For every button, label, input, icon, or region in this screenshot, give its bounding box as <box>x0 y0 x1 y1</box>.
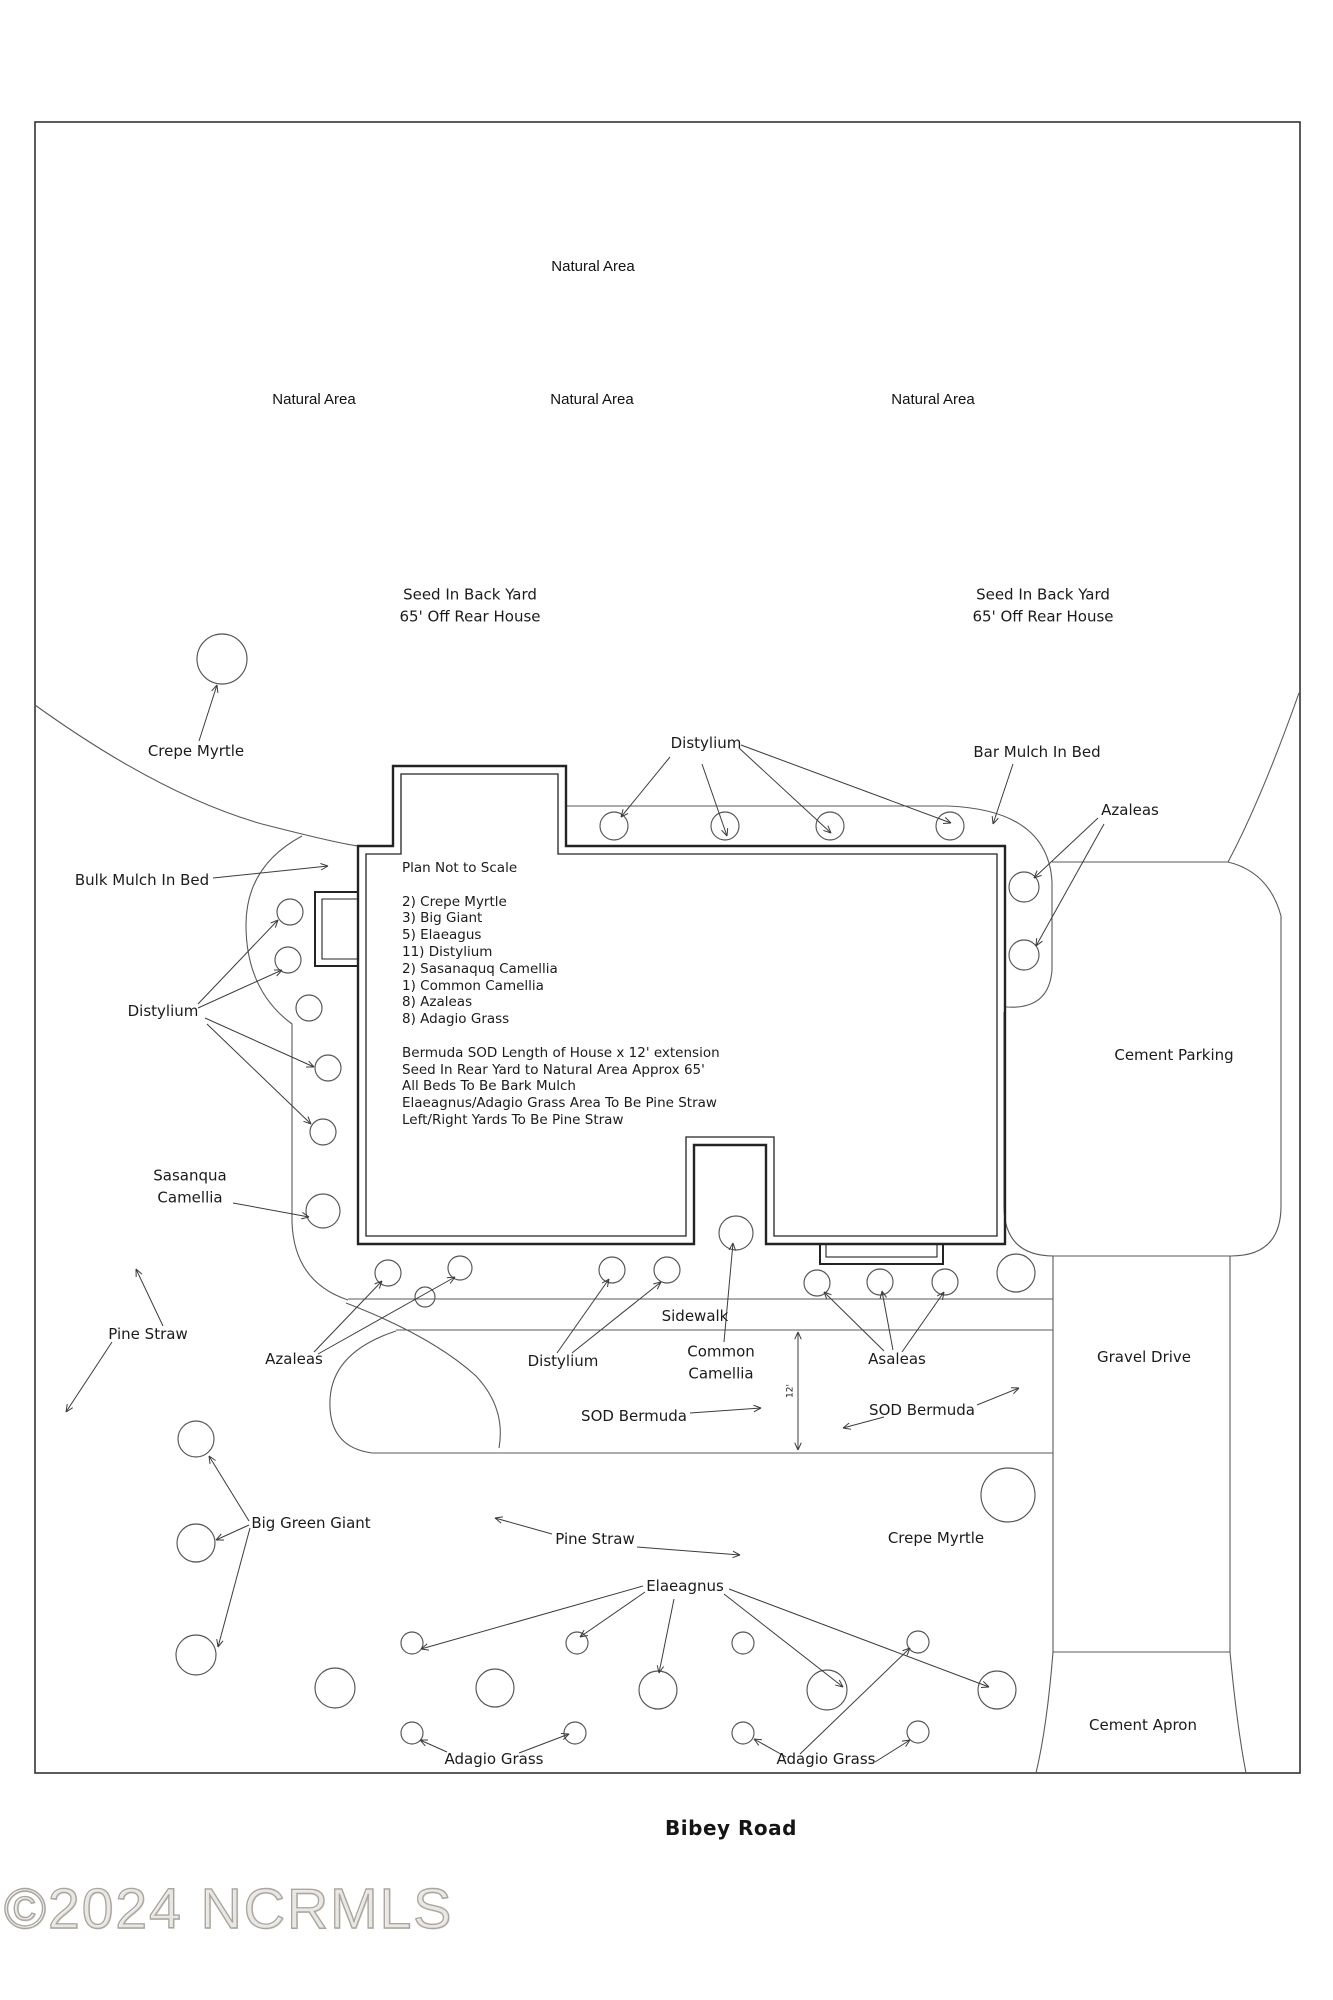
plant-circle <box>178 1421 214 1457</box>
label-big-green-giant: Big Green Giant <box>251 1514 371 1533</box>
plan-notes-block <box>402 860 720 1129</box>
plan-note-line: 2) Crepe Myrtle <box>402 893 507 910</box>
label-seed-back-yard-left: Seed In Back Yard 65' Off Rear House <box>399 585 541 625</box>
leader-line <box>207 1024 311 1124</box>
leader-line <box>580 1592 645 1637</box>
label-bar-mulch-in-bed: Bar Mulch In Bed <box>973 743 1101 762</box>
label-cement-apron: Cement Apron <box>1088 1716 1198 1735</box>
leader-line <box>1034 818 1098 878</box>
plant-circle <box>564 1722 586 1744</box>
plan-note-line: 8) Adagio Grass <box>402 1011 510 1028</box>
leader-line <box>66 1342 112 1412</box>
plant-circle <box>197 634 247 684</box>
leader-arrowhead <box>495 1517 503 1518</box>
leader-line <box>690 1408 761 1413</box>
plan-note-line: All Beds To Be Bark Mulch <box>402 1078 576 1095</box>
leader-line <box>572 1282 661 1353</box>
planter-box-inner <box>322 899 358 959</box>
plant-circle <box>907 1721 929 1743</box>
plant-circle <box>807 1670 847 1710</box>
plan-note-line <box>402 877 720 894</box>
plant-circle <box>566 1632 588 1654</box>
plant-circle <box>804 1270 830 1296</box>
label-elaeagnus: Elaeagnus <box>646 1577 724 1596</box>
label-distylium-top: Distylium <box>670 734 742 753</box>
plan-note-line: 1) Common Camellia <box>402 977 544 994</box>
label-seed-back-yard-right: Seed In Back Yard 65' Off Rear House <box>972 585 1114 625</box>
label-distylium-front: Distylium <box>527 1352 599 1371</box>
plant-circle <box>639 1671 677 1709</box>
leader-line <box>213 866 328 878</box>
leader-line <box>557 1279 609 1353</box>
label-crepe-myrtle-topleft: Crepe Myrtle <box>147 742 245 761</box>
plant-circle <box>599 1257 625 1283</box>
plan-note-line: 2) Sasanaquq Camellia <box>402 960 558 977</box>
leader-arrowhead <box>217 1639 218 1647</box>
leader-line <box>702 764 727 836</box>
leader-line <box>824 1292 884 1351</box>
plan-note-line: 3) Big Giant <box>402 910 483 927</box>
plant-circle <box>936 812 964 840</box>
plant-circle <box>448 1256 472 1280</box>
plant-circle <box>867 1269 893 1295</box>
leader-line <box>233 1203 309 1217</box>
plant-circle <box>1009 940 1039 970</box>
leader-line <box>739 748 831 833</box>
plant-circle <box>732 1722 754 1744</box>
leader-line <box>637 1547 740 1555</box>
plant-circle <box>296 995 322 1021</box>
plant-circle <box>711 812 739 840</box>
plant-circle <box>315 1055 341 1081</box>
leader-line <box>729 1589 989 1687</box>
leader-line <box>741 745 951 823</box>
leader-line <box>724 1594 843 1687</box>
label-gravel-drive: Gravel Drive <box>1096 1348 1192 1367</box>
plant-circle <box>732 1632 754 1654</box>
leader-line <box>621 757 670 817</box>
plant-circle <box>600 812 628 840</box>
label-distylium-left: Distylium <box>127 1002 199 1021</box>
leader-arrowhead <box>992 816 993 824</box>
leader-arrowhead <box>421 1649 429 1650</box>
plant-circle <box>275 947 301 973</box>
plant-circle <box>981 1468 1035 1522</box>
plant-circle <box>310 1119 336 1145</box>
label-sidewalk: Sidewalk <box>661 1307 729 1326</box>
label-natural-area-1: Natural Area <box>551 258 635 276</box>
label-dim-12ft: 12' <box>785 1384 796 1398</box>
plant-circle <box>401 1632 423 1654</box>
label-sod-bermuda-left: SOD Bermuda <box>581 1407 687 1426</box>
plan-note-line: 8) Azaleas <box>402 994 473 1011</box>
leader-line <box>218 1528 250 1647</box>
leader-line <box>993 764 1013 824</box>
plant-circle <box>476 1669 514 1707</box>
leader-arrowhead <box>1036 938 1037 946</box>
leader-arrowhead <box>657 1665 659 1673</box>
plant-circle <box>997 1254 1035 1292</box>
plant-circle <box>315 1668 355 1708</box>
plan-note-line: Left/Right Yards To Be Pine Straw <box>402 1111 624 1128</box>
label-pine-straw-bottom: Pine Straw <box>555 1530 635 1549</box>
leader-line <box>205 1018 314 1067</box>
road-name-label: Bibey Road <box>665 1816 797 1840</box>
label-crepe-myrtle-bottomright: Crepe Myrtle <box>887 1529 985 1548</box>
leader-line <box>659 1599 674 1673</box>
label-pine-straw-left: Pine Straw <box>108 1325 188 1344</box>
plant-circle <box>277 899 303 925</box>
plant-circle <box>306 1194 340 1228</box>
plan-note-line: Bermuda SOD Length of House x 12' extension <box>402 1044 720 1061</box>
leader-arrowhead <box>753 1405 761 1408</box>
plan-note-line: 11) Distylium <box>402 943 493 960</box>
label-adagio-grass-left: Adagio Grass <box>444 1750 544 1769</box>
plant-circle <box>401 1722 423 1744</box>
leader-line <box>420 1740 447 1752</box>
plan-note-line: Elaeagnus/Adagio Grass Area To Be Pine Straw <box>402 1095 717 1112</box>
leader-line <box>1036 824 1104 946</box>
leader-line <box>199 685 217 741</box>
leader-line <box>318 1277 455 1354</box>
bed-outline-4 <box>1228 693 1299 862</box>
ncrmls-watermark: ©2024 NCRMLS <box>4 1877 454 1941</box>
front-stoop-outer <box>820 1244 943 1264</box>
plant-circle <box>978 1671 1016 1709</box>
label-sod-bermuda-right: SOD Bermuda <box>869 1401 975 1420</box>
leader-line <box>421 1586 643 1649</box>
bed-outline-2 <box>246 836 348 1300</box>
plan-note-line: Plan Not to Scale <box>402 860 518 876</box>
leader-arrowhead <box>732 1555 740 1558</box>
plant-circle <box>719 1216 753 1250</box>
bed-outline-1 <box>35 705 358 846</box>
plan-note-line: Seed In Rear Yard to Natural Area Approx 65' <box>402 1061 705 1078</box>
plant-circle <box>176 1635 216 1675</box>
plan-note-line <box>402 1028 720 1045</box>
leader-line <box>136 1269 163 1326</box>
leader-line <box>495 1518 552 1534</box>
plant-circle <box>816 812 844 840</box>
label-azaleas-right: Azaleas <box>1101 801 1159 820</box>
leader-line <box>800 1648 910 1754</box>
leader-arrowhead <box>727 828 728 836</box>
plant-circle <box>932 1269 958 1295</box>
plant-circle <box>907 1631 929 1653</box>
plan-note-line: 5) Elaeagus <box>402 927 482 944</box>
leader-line <box>977 1388 1019 1405</box>
leader-arrowhead <box>217 685 218 693</box>
label-cement-parking: Cement Parking <box>1114 1046 1234 1065</box>
leader-line <box>198 920 278 1004</box>
leader-line <box>902 1292 944 1352</box>
label-natural-area-2: Natural Area <box>272 391 356 409</box>
label-common-camellia: Common Camellia <box>687 1342 755 1382</box>
label-adagio-grass-right: Adagio Grass <box>776 1750 876 1769</box>
label-bulk-mulch-in-bed: Bulk Mulch In Bed <box>74 871 210 890</box>
bed-outline-14 <box>330 1331 396 1453</box>
bed-outline-10 <box>1230 1652 1246 1773</box>
leader-arrowhead <box>843 1428 851 1429</box>
leader-arrowhead <box>943 823 951 824</box>
leader-arrowhead <box>320 864 328 866</box>
label-sasanqua-camellia: Sasanqua Camellia <box>153 1166 227 1206</box>
label-natural-area-3: Natural Area <box>550 391 634 409</box>
bed-outline-9 <box>1036 1652 1053 1773</box>
leader-line <box>209 1456 249 1521</box>
leader-line <box>875 1740 910 1762</box>
plant-circle <box>654 1257 680 1283</box>
label-azaleas-front-left: Azaleas <box>265 1350 323 1369</box>
leader-line <box>882 1291 893 1350</box>
plant-circle <box>177 1524 215 1562</box>
label-asaleas: Asaleas <box>868 1350 926 1369</box>
leader-line <box>216 1525 249 1540</box>
front-stoop-inner <box>826 1244 937 1257</box>
label-natural-area-4: Natural Area <box>891 391 975 409</box>
